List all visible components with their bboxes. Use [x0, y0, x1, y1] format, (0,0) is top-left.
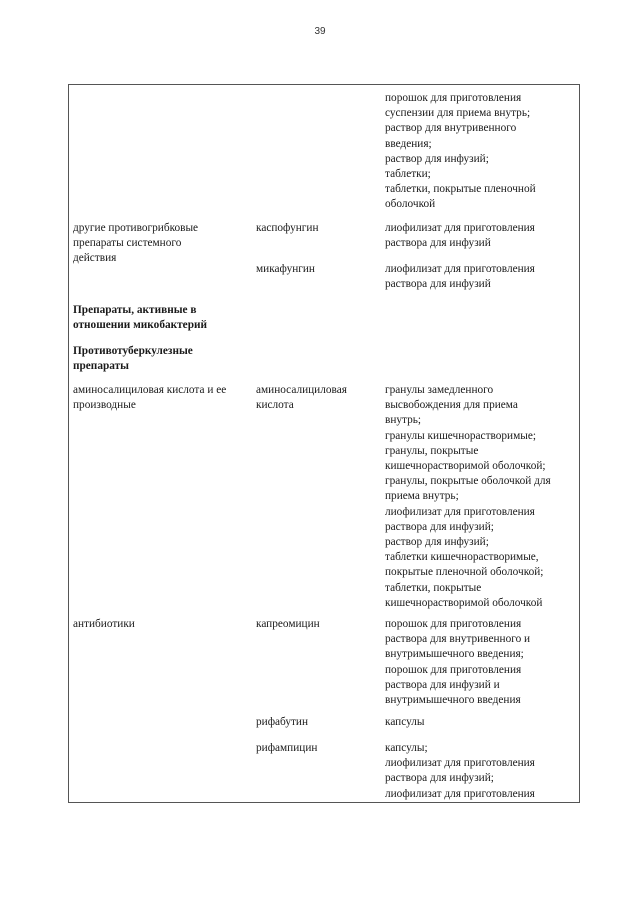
form-line: раствора для инфузий;: [385, 772, 494, 785]
form-line: таблетки, покрытые пленочной: [385, 183, 536, 196]
form-line: порошок для приготовления: [385, 663, 522, 676]
form-line: приема внутрь;: [385, 490, 459, 503]
form-line: гранулы кишечнорастворимые;: [385, 429, 536, 442]
form-line: оболочкой: [385, 198, 436, 211]
group-line: другие противогрибковые: [73, 222, 199, 234]
form-line: лиофилизат для приготовления: [385, 263, 535, 275]
form-line: гранулы, покрытые оболочкой для: [385, 475, 551, 488]
drug-name: рифампицин: [256, 742, 318, 754]
drug-cell: [256, 383, 382, 413]
subsection-heading: [73, 344, 253, 374]
drug-cell: [256, 741, 382, 756]
form-line: капсулы: [385, 716, 425, 728]
heading-line: препараты: [73, 360, 129, 373]
heading-line: Противотуберкулезные: [73, 345, 193, 357]
form-line: таблетки кишечнорастворимые,: [385, 551, 539, 564]
forms-cell: [385, 221, 577, 251]
group-cell: [73, 221, 253, 267]
drug-cell: [256, 617, 382, 632]
form-line: раствора для инфузий;: [385, 520, 494, 533]
form-line: порошок для приготовления: [385, 92, 522, 104]
form-line: кишечнорастворимой оболочкой;: [385, 460, 546, 473]
form-line: высвобождения для приема: [385, 399, 518, 412]
form-line: раствора для инфузий: [385, 278, 491, 291]
drug-name: капреомицин: [256, 618, 320, 630]
form-line: внутрь;: [385, 414, 422, 427]
drug-cell: [256, 715, 382, 730]
form-line: таблетки;: [385, 168, 431, 181]
forms-cell: [385, 262, 577, 292]
form-line: раствора для внутривенного и: [385, 633, 531, 646]
form-line: раствора для инфузий и: [385, 678, 500, 691]
heading-line: отношении микобактерий: [73, 319, 207, 332]
drug-cell: [256, 221, 382, 236]
drug-name: кислота: [256, 399, 294, 412]
forms-cell: [385, 91, 577, 213]
drug-name: аминосалициловая: [256, 384, 347, 396]
forms-cell: [385, 715, 577, 730]
group-line: антибиотики: [73, 618, 135, 630]
form-line: лиофилизат для приготовления: [385, 787, 535, 800]
group-cell: [73, 617, 253, 632]
form-line: порошок для приготовления: [385, 618, 522, 630]
form-line: внутримышечного введения;: [385, 648, 524, 661]
form-line: капсулы;: [385, 742, 428, 754]
section-heading: [73, 303, 253, 333]
group-line: препараты системного: [73, 237, 182, 250]
form-line: кишечнорастворимой оболочкой: [385, 596, 543, 609]
forms-cell: [385, 383, 577, 611]
page-number: 39: [314, 26, 326, 37]
forms-cell: [385, 617, 577, 708]
form-line: гранулы замедленного: [385, 384, 494, 396]
drug-cell: [256, 262, 382, 277]
drug-name: микафунгин: [256, 263, 315, 275]
form-line: лиофилизат для приготовления: [385, 222, 535, 234]
group-line: действия: [73, 252, 117, 265]
heading-line: Препараты, активные в: [73, 304, 197, 316]
form-line: раствор для инфузий;: [385, 536, 489, 549]
drug-table: [68, 84, 580, 803]
form-line: лиофилизат для приготовления: [385, 505, 535, 518]
forms-cell: [385, 741, 577, 802]
group-line: аминосалициловая кислота и ее: [73, 384, 227, 396]
form-line: раствор для инфузий;: [385, 152, 489, 165]
group-line: производные: [73, 399, 136, 412]
form-line: раствора для инфузий: [385, 237, 491, 250]
form-line: введения;: [385, 137, 432, 150]
group-cell: [73, 383, 253, 413]
form-line: покрытые пленочной оболочкой;: [385, 566, 544, 579]
form-line: гранулы, покрытые: [385, 444, 479, 457]
drug-name: каспофунгин: [256, 222, 319, 234]
form-line: внутримышечного введения: [385, 694, 521, 707]
form-line: таблетки, покрытые: [385, 581, 482, 594]
form-line: раствор для внутривенного: [385, 122, 517, 135]
drug-name: рифабутин: [256, 716, 309, 728]
form-line: суспензии для приема внутрь;: [385, 107, 531, 120]
form-line: лиофилизат для приготовления: [385, 757, 535, 770]
